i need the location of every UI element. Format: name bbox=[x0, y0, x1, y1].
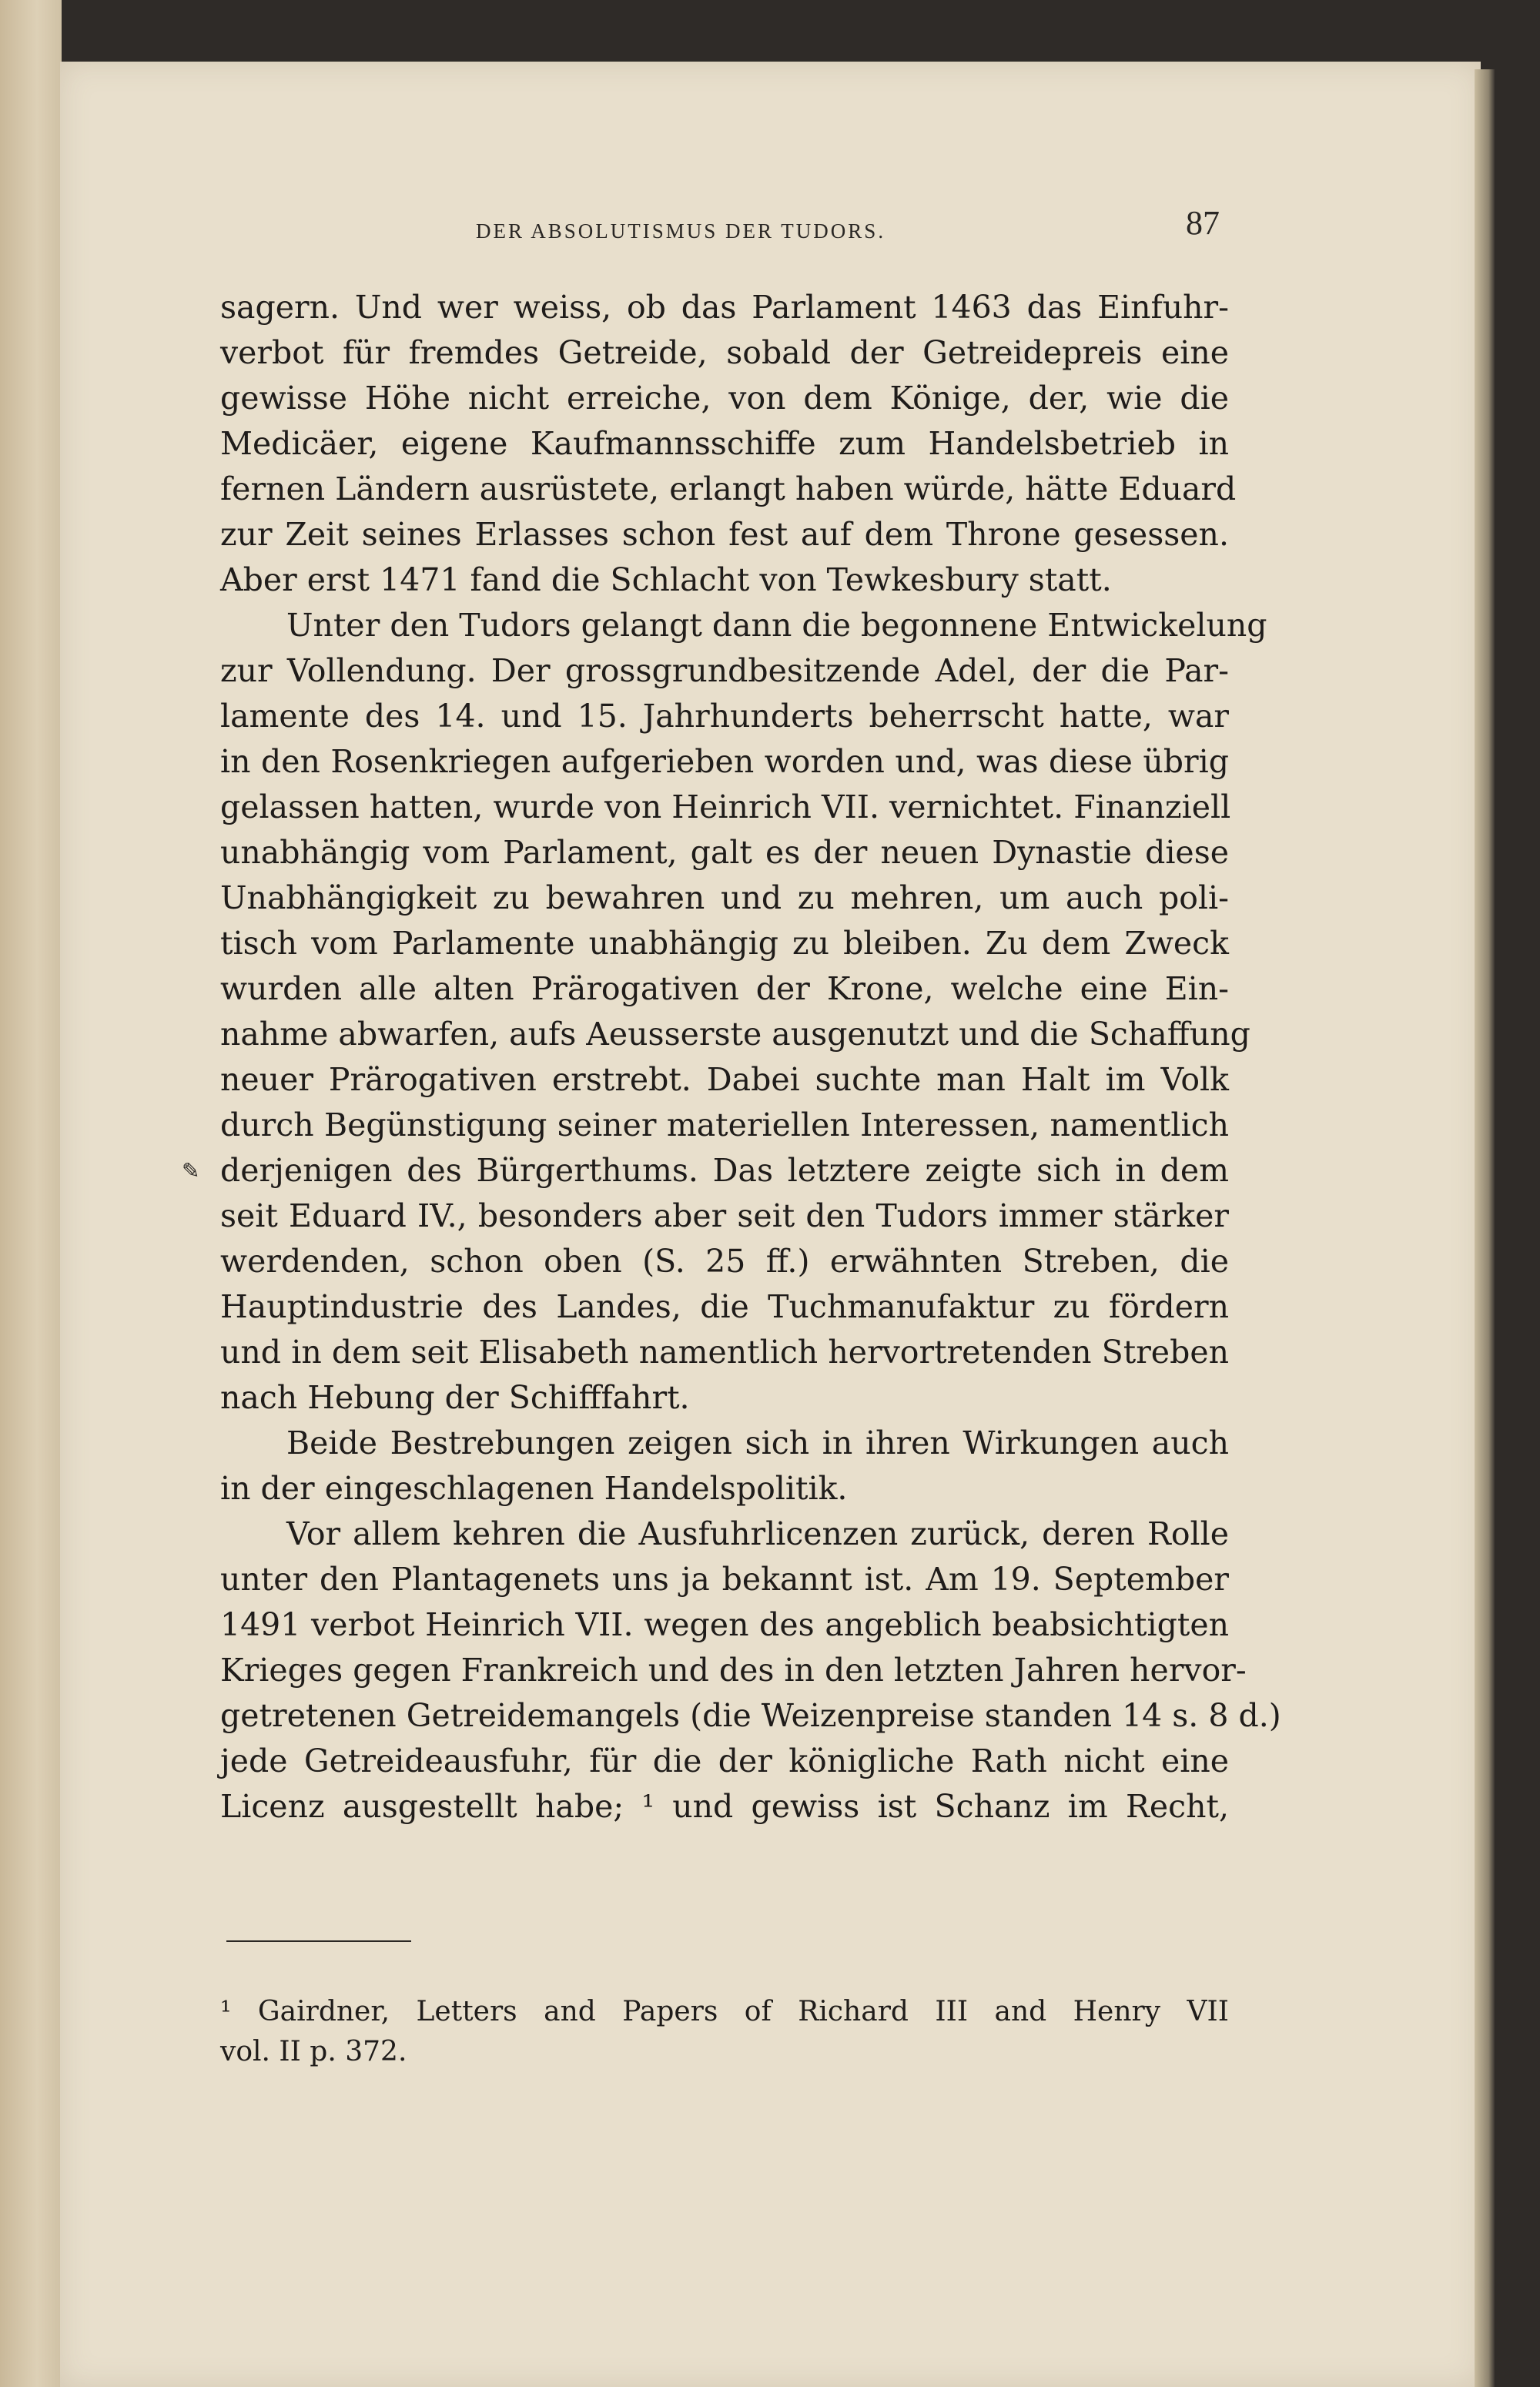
text-line: Krieges gegen Frankreich und des in den letzten Jahren hervor- bbox=[220, 1652, 1247, 1689]
text-line: Unabhängigkeit zu bewahren und zu mehren, um auch poli- bbox=[220, 879, 1229, 916]
text-line: Hauptindustrie des Landes, die Tuchmanufaktur zu fördern bbox=[220, 1288, 1229, 1325]
text-line: sagern. Und wer weiss, ob das Parlament 1463 das Einfuhr- bbox=[220, 289, 1229, 326]
text-line: fernen Ländern ausrüstete, erlangt haben würde, hätte Eduard bbox=[220, 470, 1237, 507]
text-line: 1491 verbot Heinrich VII. wegen des angeblich beabsichtigten bbox=[220, 1606, 1229, 1643]
text-line: gelassen hatten, wurde von Heinrich VII. vernichtet. Finanziell bbox=[220, 788, 1231, 825]
text-line: Beide Bestrebungen zeigen sich in ihren Wirkungen auch bbox=[286, 1424, 1229, 1461]
text-line: zur Vollendung. Der grossgrundbesitzende Adel, der die Par- bbox=[220, 652, 1229, 689]
text-line: gewisse Höhe nicht erreiche, von dem Könige, der, wie die bbox=[220, 380, 1229, 417]
text-line: in den Rosenkriegen aufgerieben worden und, was diese übrig bbox=[220, 743, 1229, 780]
text-line: in der eingeschlagenen Handelspolitik. bbox=[220, 1470, 848, 1507]
text-line: seit Eduard IV., besonders aber seit den Tudors immer stärker bbox=[220, 1197, 1229, 1234]
previous-page-edge bbox=[0, 0, 62, 2387]
text-line: werdenden, schon oben (S. 25 ff.) erwähnten Streben, die bbox=[220, 1243, 1229, 1280]
footnote-line: ¹ Gairdner, Letters and Papers of Richard III and Henry VII bbox=[220, 1996, 1229, 2027]
text-line: Licenz ausgestellt habe; ¹ und gewiss ist Schanz im Recht, bbox=[220, 1788, 1229, 1825]
margin-pencil-mark-icon: ✎ bbox=[182, 1158, 200, 1183]
footnote-rule bbox=[226, 1940, 411, 1942]
text-line: Unter den Tudors gelangt dann die begonnene Entwickelung bbox=[286, 607, 1267, 644]
text-line: Medicäer, eigene Kaufmannsschiffe zum Handelsbetrieb in bbox=[220, 425, 1229, 462]
text-line: zur Zeit seines Erlasses schon fest auf dem Throne gesessen. bbox=[220, 516, 1229, 553]
footnote-line: vol. II p. 372. bbox=[220, 2036, 407, 2067]
text-line: lamente des 14. und 15. Jahrhunderts beherrscht hatte, war bbox=[220, 698, 1229, 735]
running-title: DER ABSOLUTISMUS DER TUDORS. bbox=[476, 219, 886, 243]
text-line: unter den Plantagenets uns ja bekannt ist. Am 19. September bbox=[220, 1561, 1229, 1598]
text-line: Vor allem kehren die Ausfuhrlicenzen zurück, deren Rolle bbox=[286, 1515, 1229, 1552]
text-line: jede Getreideausfuhr, für die der königliche Rath nicht eine bbox=[220, 1743, 1229, 1779]
page-binding-edge bbox=[1475, 69, 1495, 2387]
text-line: nach Hebung der Schifffahrt. bbox=[220, 1379, 690, 1416]
text-line: tisch vom Parlamente unabhängig zu bleiben. Zu dem Zweck bbox=[220, 925, 1229, 962]
text-line: Aber erst 1471 fand die Schlacht von Tewkesbury statt. bbox=[220, 561, 1112, 598]
text-line: neuer Prärogativen erstrebt. Dabei suchte man Halt im Volk bbox=[220, 1061, 1229, 1098]
text-line: und in dem seit Elisabeth namentlich hervortretenden Streben bbox=[220, 1334, 1229, 1371]
text-line: getretenen Getreidemangels (die Weizenpreise standen 14 s. 8 d.) bbox=[220, 1697, 1281, 1734]
text-line: wurden alle alten Prärogativen der Krone, welche eine Ein- bbox=[220, 970, 1229, 1007]
text-line: verbot für fremdes Getreide, sobald der Getreidepreis eine bbox=[220, 334, 1229, 371]
text-line: unabhängig vom Parlament, galt es der neuen Dynastie diese bbox=[220, 834, 1229, 871]
text-line: nahme abwarfen, aufs Aeusserste ausgenutzt und die Schaffung bbox=[220, 1016, 1250, 1053]
text-line: derjenigen des Bürgerthums. Das letztere zeigte sich in dem bbox=[220, 1152, 1229, 1189]
text-line: durch Begünstigung seiner materiellen Interessen, namentlich bbox=[220, 1106, 1229, 1143]
page-number: 87 bbox=[1186, 204, 1220, 242]
